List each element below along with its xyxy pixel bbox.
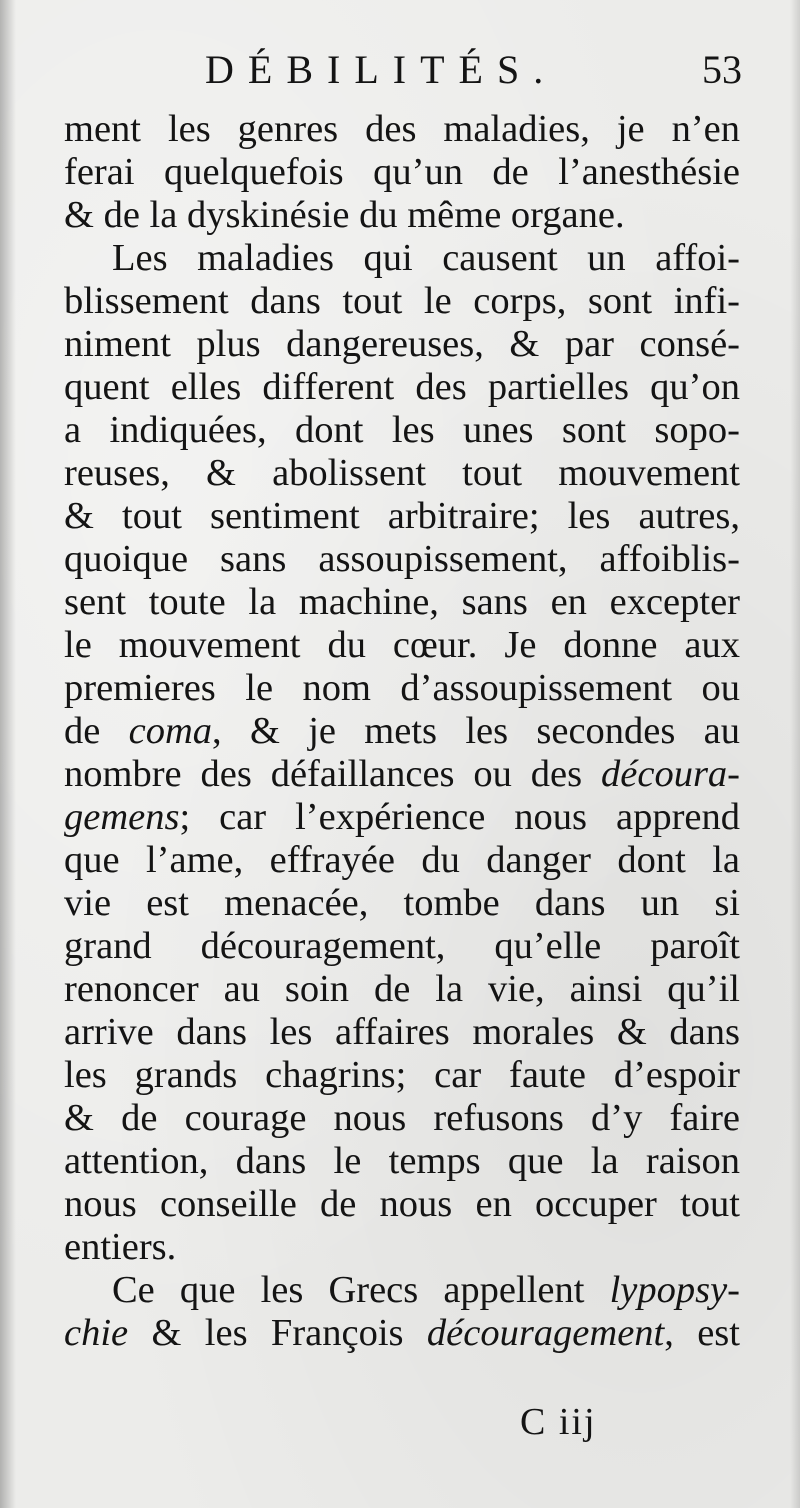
text-line — [64, 1269, 740, 1312]
text-segment: , est — [664, 1312, 740, 1354]
text-segment: vie est menacée, tombe dans un si — [64, 882, 740, 924]
text-segment: nombre des défaillances ou des — [64, 753, 602, 795]
text-line — [64, 495, 740, 538]
text-segment: les grands chagrins; car faute d’espoir — [64, 1054, 740, 1096]
italic-text: chie — [64, 1312, 129, 1354]
text-segment: renoncer au soin de la vie, ainsi qu’il — [64, 968, 740, 1010]
text-line — [64, 710, 740, 753]
italic-text: découragement — [426, 1312, 665, 1354]
text-segment: ; car l’expérience nous apprend — [179, 796, 740, 838]
text-line — [64, 839, 740, 882]
text-segment: sent toute la machine, sans en excepter — [64, 581, 740, 623]
text-segment: attention, dans le temps que la raison — [64, 1140, 740, 1182]
text-segment: reuses, & abolissent tout mouvement — [64, 452, 740, 494]
text-line — [64, 108, 740, 151]
italic-text: découra- — [601, 753, 740, 795]
text-line — [64, 1054, 740, 1097]
text-line — [64, 409, 740, 452]
text-segment: nous conseille de nous en occuper tout — [64, 1183, 740, 1225]
text-segment: , & je mets les secondes au — [212, 710, 740, 752]
text-line — [64, 1097, 740, 1140]
italic-text: lypopsy- — [609, 1269, 740, 1311]
text-segment: niment plus dangereuses, & par consé- — [64, 323, 740, 365]
body-text — [64, 108, 740, 1355]
text-segment: & de la dyskinésie du même organe. — [64, 194, 625, 236]
text-segment: Ce que les Grecs appellent — [112, 1269, 610, 1311]
text-line — [64, 624, 740, 667]
text-line — [64, 323, 740, 366]
text-line — [64, 366, 740, 409]
text-segment: de — [64, 710, 129, 752]
text-line — [64, 452, 740, 495]
text-line — [64, 796, 740, 839]
text-line — [64, 667, 740, 710]
gutter-shadow — [0, 0, 16, 1508]
text-segment: entiers. — [64, 1226, 177, 1268]
text-segment: quoique sans assoupissement, affoiblis- — [64, 538, 740, 580]
text-segment: a indiquées, dont les unes sont sopo- — [64, 409, 740, 451]
text-segment: premieres le nom d’assoupissement ou — [64, 667, 740, 709]
text-line — [64, 1140, 740, 1183]
text-line — [64, 1312, 740, 1355]
page-number: 53 — [702, 47, 742, 92]
text-line — [64, 581, 740, 624]
text-line — [64, 1011, 740, 1054]
text-line — [64, 968, 740, 1011]
text-segment: le mouvement du cœur. Je donne aux — [64, 624, 740, 666]
text-segment: & les François — [128, 1312, 427, 1354]
running-title: DÉBILITÉS. — [205, 47, 558, 92]
italic-text: coma — [128, 710, 213, 752]
text-line — [64, 882, 740, 925]
text-line — [64, 1183, 740, 1226]
text-line — [64, 280, 740, 323]
text-line — [64, 151, 740, 194]
text-line — [64, 194, 740, 237]
italic-text: gemens — [64, 796, 180, 838]
text-segment: blissement dans tout le corps, sont infi- — [64, 280, 740, 322]
text-line — [64, 1226, 740, 1269]
text-segment: & de courage nous refusons d’y faire — [64, 1097, 740, 1139]
text-segment: ferai quelquefois qu’un de l’anesthésie — [64, 151, 740, 193]
text-line — [64, 538, 740, 581]
text-segment: que l’ame, effrayée du danger dont la — [64, 839, 740, 881]
text-line — [64, 753, 740, 796]
text-segment: & tout sentiment arbitraire; les autres, — [64, 495, 740, 537]
text-line — [64, 925, 740, 968]
text-segment: Les maladies qui causent un affoi- — [112, 237, 740, 279]
signature-mark: C iij — [520, 1401, 597, 1443]
text-segment: quent elles different des partielles qu’on — [64, 366, 740, 408]
page-edge-shadow — [790, 0, 800, 1508]
text-segment: arrive dans les affaires morales & dans — [64, 1011, 740, 1053]
text-segment: ment les genres des maladies, je n’en — [64, 108, 740, 150]
text-segment: grand découragement, qu’elle paroît — [64, 925, 740, 967]
text-line — [64, 237, 740, 280]
